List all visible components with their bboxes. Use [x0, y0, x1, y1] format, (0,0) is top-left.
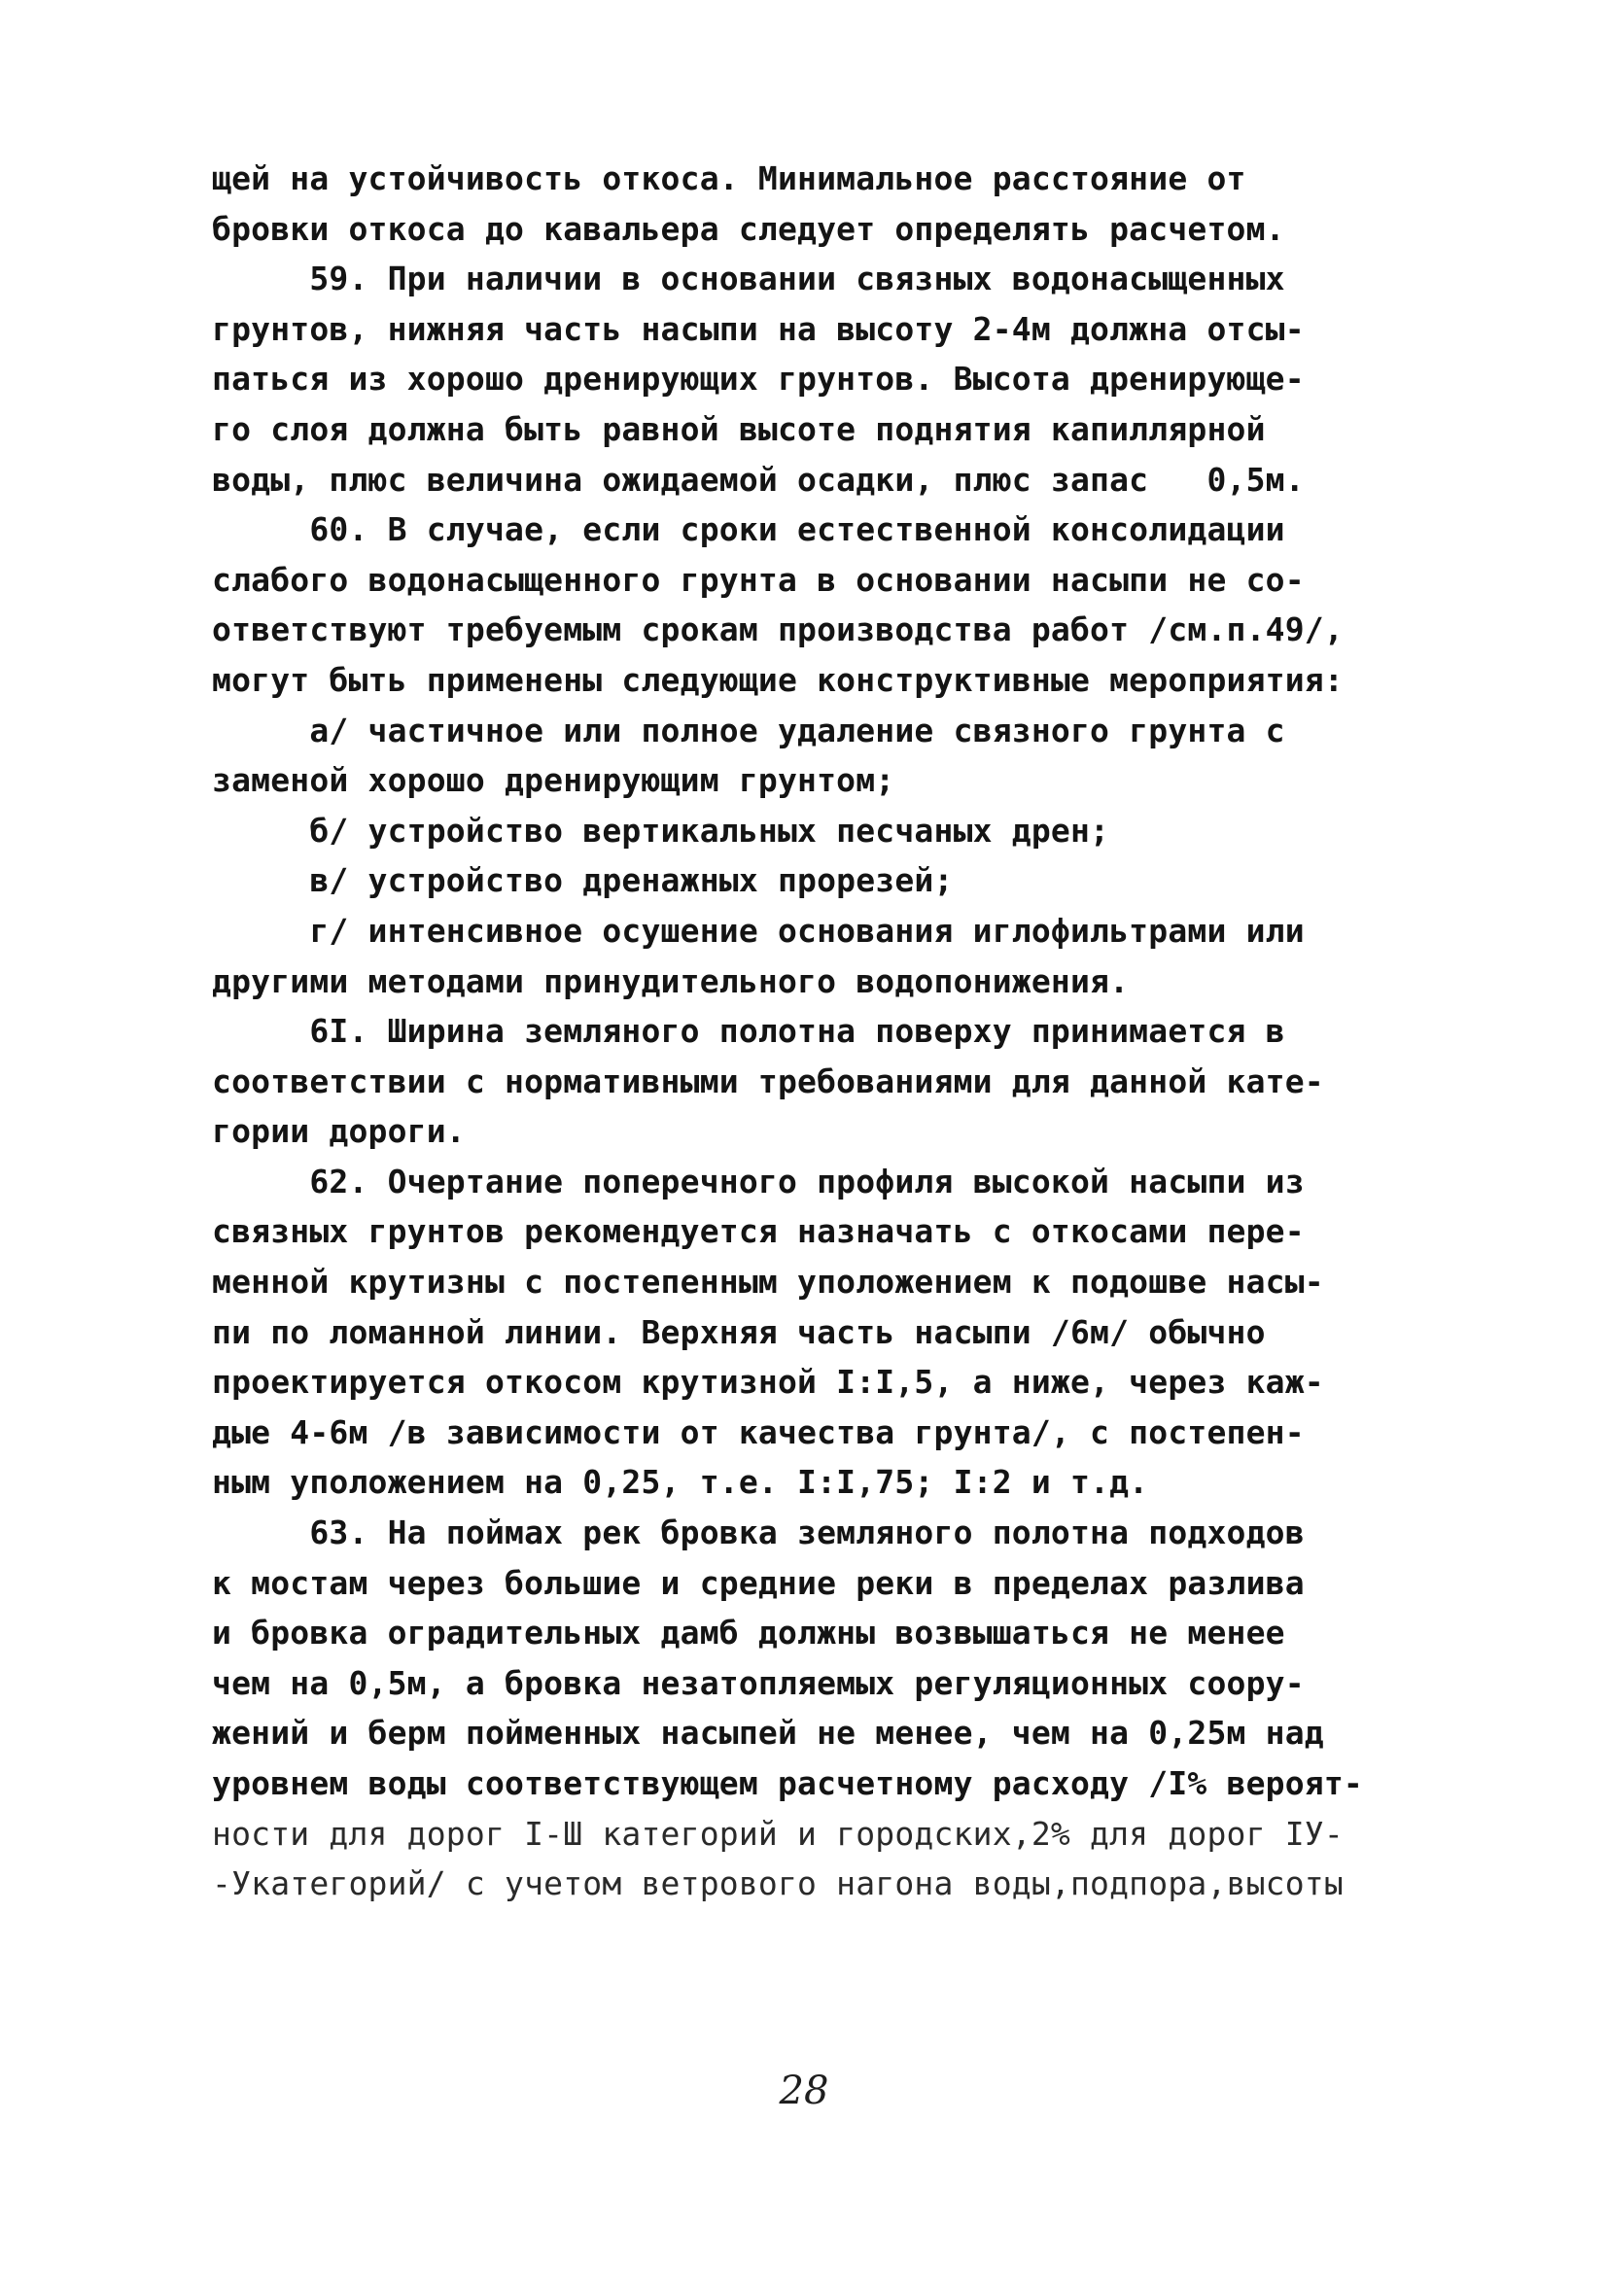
- text-line: и бровка оградительных дамб должны возвышаться не менее: [212, 1614, 1285, 1652]
- text-line: в/ устройство дренажных прорезей;: [212, 861, 954, 900]
- text-line: 63. На поймах рек бровка земляного полотна подходов: [212, 1513, 1305, 1552]
- text-line: слабого водонасыщенного грунта в основании насыпи не со-: [212, 560, 1305, 599]
- text-line: могут быть применены следующие конструктивные мероприятия:: [212, 660, 1344, 699]
- text-line: дые 4-6м /в зависимости от качества грунта/, с постепен-: [212, 1412, 1305, 1451]
- text-line: менной крутизны с постепенным уположением к подошве насы-: [212, 1263, 1324, 1302]
- text-line: а/ частичное или полное удаление связного грунта с: [212, 711, 1285, 749]
- text-line: грунтов, нижняя часть насыпи на высоту 2-4м должна отсы-: [212, 309, 1305, 348]
- text-line: уровнем воды соответствующем расчетному расходу /I% вероят-: [212, 1764, 1363, 1802]
- page-number: 28: [779, 2069, 829, 2113]
- text-line: заменой хорошо дренирующим грунтом;: [212, 761, 895, 800]
- text-line: 60. В случае, если сроки естественной консолидации: [212, 510, 1285, 549]
- text-line: жений и берм пойменных насыпей не менее, чем на 0,25м над: [212, 1714, 1324, 1753]
- text-line: бровки откоса до кавальера следует определять расчетом.: [212, 209, 1285, 248]
- text-line: ответствуют требуемым срокам производства работ /см.п.49/,: [212, 610, 1344, 649]
- text-line: другими методами принудительного водопонижения.: [212, 961, 1130, 1000]
- text-line: -Укатегорий/ с учетом ветрового нагона воды,подпора,высоты: [212, 1864, 1344, 1903]
- text-line: ности для дорог I-Ш категорий и городских,2% для дорог IУ-: [212, 1814, 1344, 1853]
- text-line: 6I. Ширина земляного полотна поверху принимается в: [212, 1012, 1285, 1051]
- text-line: пи по ломанной линии. Верхняя часть насыпи /6м/ обычно: [212, 1312, 1266, 1351]
- text-line: паться из хорошо дренирующих грунтов. Высота дренирующе-: [212, 360, 1305, 399]
- text-line: б/ устройство вертикальных песчаных дрен;: [212, 811, 1110, 850]
- text-line: гории дороги.: [212, 1112, 466, 1151]
- text-line: 59. При наличии в основании связных водонасыщенных: [212, 260, 1285, 298]
- text-line: го слоя должна быть равной высоте поднятия капиллярной: [212, 409, 1266, 448]
- text-line: ным уположением на 0,25, т.е. I:I,75; I:2 и т.д.: [212, 1463, 1149, 1502]
- body-text: [212, 154, 1408, 1909]
- text-line: воды, плюс величина ожидаемой осадки, плюс запас 0,5м.: [212, 460, 1305, 499]
- text-line: 62. Очертание поперечного профиля высокой насыпи из: [212, 1162, 1305, 1200]
- text-line: связных грунтов рекомендуется назначать с откосами пере-: [212, 1212, 1305, 1251]
- text-line: проектируется откосом крутизной I:I,5, а ниже, через каж-: [212, 1363, 1324, 1402]
- text-line: г/ интенсивное осушение основания иглофильтрами или: [212, 911, 1305, 950]
- text-line: к мостам через большие и средние реки в пределах разлива: [212, 1563, 1305, 1602]
- text-line: чем на 0,5м, а бровка незатопляемых регуляционных соору-: [212, 1663, 1305, 1702]
- text-line: щей на устойчивость откоса. Минимальное расстояние от: [212, 159, 1246, 197]
- text-line: соответствии с нормативными требованиями для данной кате-: [212, 1061, 1324, 1100]
